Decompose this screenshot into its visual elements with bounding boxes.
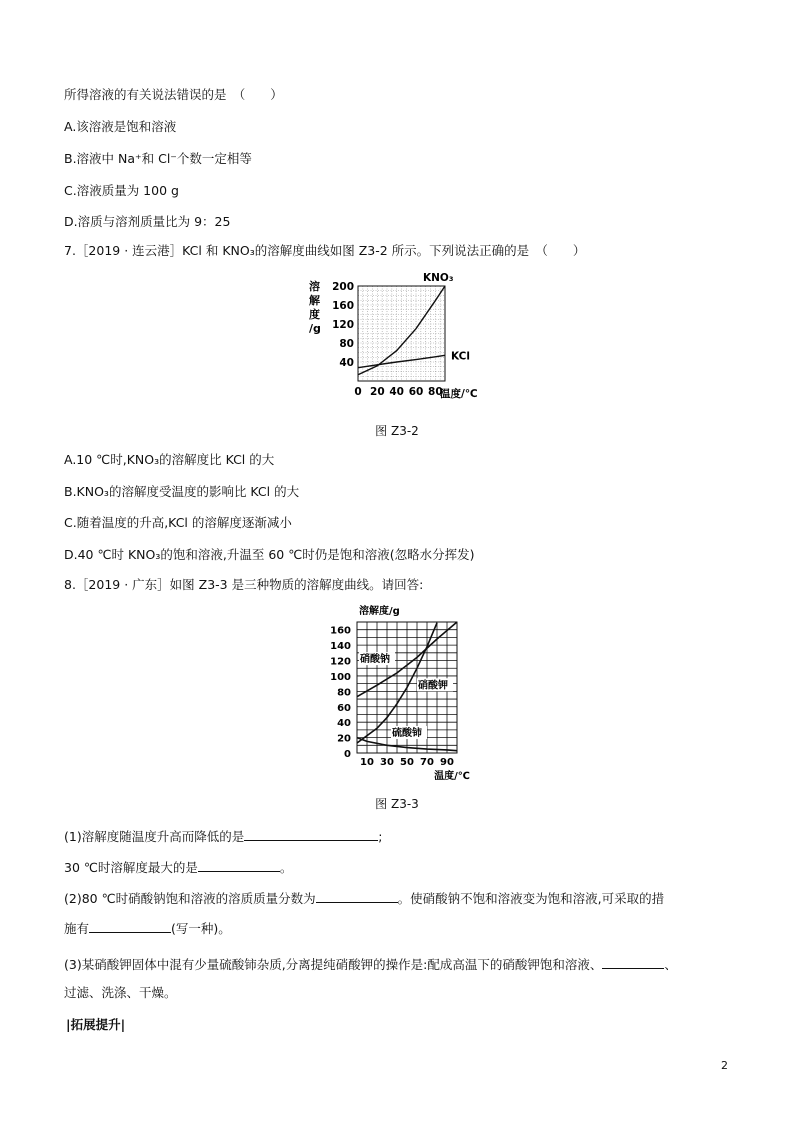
- answer-blank[interactable]: [89, 918, 171, 933]
- y-axis-label-unit: /g: [309, 322, 321, 335]
- x-tick-label: 90: [440, 757, 454, 768]
- y-tick-label: 40: [339, 357, 354, 369]
- series-label: 硝酸钠: [360, 654, 390, 666]
- y-tick-label: 160: [332, 300, 354, 312]
- series-label: 硝酸钾: [418, 680, 448, 692]
- q7-figure-caption: 图 Z3-2: [375, 424, 419, 438]
- y-axis-label: 溶解度/g: [359, 606, 400, 617]
- series-label: 硫酸铈: [392, 728, 422, 740]
- q7-option-c: C.随着温度的升高,KCl 的溶解度逐渐减小: [64, 515, 292, 530]
- answer-blank[interactable]: [316, 888, 398, 903]
- y-tick-label: 160: [330, 625, 351, 637]
- q7-option-d: D.40 ℃时 KNO₃的饱和溶液,升温至 60 ℃时仍是饱和溶液(忽略水分挥发): [64, 547, 475, 562]
- q8-part2a-text: (2)80 ℃时硝酸钠饱和溶液的溶质质量分数为: [64, 891, 316, 906]
- y-tick-label: 140: [330, 641, 351, 653]
- y-tick-label: 20: [337, 733, 351, 745]
- q6-stem: 所得溶液的有关说法错误的是 （ ）: [64, 87, 283, 102]
- q8-part2-line1: [64, 888, 664, 908]
- three-substance-solubility-chart: [330, 604, 470, 782]
- x-tick-label: 0: [354, 386, 362, 398]
- q8-part2a-tail: 。使硝酸钠不饱和溶液变为饱和溶液,可采取的措: [397, 891, 665, 906]
- x-tick-label: 60: [408, 386, 424, 398]
- q8-part1-line1: [64, 826, 382, 846]
- y-tick-label: 0: [344, 749, 351, 760]
- q8-part1-line2: [64, 857, 292, 877]
- y-tick-label: 120: [332, 319, 354, 331]
- y-tick-label: 80: [339, 338, 354, 350]
- answer-blank[interactable]: [602, 954, 664, 969]
- q8-part1b-text: 30 ℃时溶解度最大的是: [64, 860, 198, 875]
- y-axis-label-char: 溶: [309, 280, 320, 293]
- q8-stem: 8.［2019 · 广东］如图 Z3-3 是三种物质的溶解度曲线。请回答:: [64, 577, 424, 592]
- y-axis-label-char: 度: [309, 308, 320, 321]
- q8-part3-line2: 过滤、洗涤、干燥。: [64, 985, 177, 1000]
- q8-part1b-tail: 。: [279, 860, 293, 875]
- x-axis-label: 温度/℃: [434, 771, 470, 782]
- series-label: KCl: [451, 350, 470, 363]
- q6-option-d: D.溶质与溶剂质量比为 9：25: [64, 214, 231, 229]
- q7-stem: 7.［2019 · 连云港］KCl 和 KNO₃的溶解度曲线如图 Z3-2 所示。下列说法正确的是 （ ）: [64, 243, 586, 258]
- q8-part2b-tail: (写一种)。: [171, 921, 231, 936]
- q6-option-c: C.溶液质量为 100 g: [64, 183, 179, 198]
- q7-option-b: B.KNO₃的溶解度受温度的影响比 KCl 的大: [64, 484, 300, 499]
- x-tick-label: 20: [370, 386, 385, 398]
- q8-part2b-text: 施有: [64, 921, 90, 936]
- answer-blank[interactable]: [244, 826, 378, 841]
- q7-option-a: A.10 ℃时,KNO₃的溶解度比 KCl 的大: [64, 452, 275, 467]
- y-tick-label: 120: [330, 656, 351, 668]
- section-heading: |拓展提升|: [66, 1017, 126, 1032]
- x-axis-label: 温度/℃: [440, 388, 478, 400]
- q8-part3-line1: [64, 954, 677, 974]
- y-tick-label: 40: [337, 718, 351, 730]
- q6-option-a: A.该溶液是饱和溶液: [64, 119, 177, 134]
- y-tick-label: 200: [332, 281, 354, 293]
- q8-part1a-text: (1)溶解度随温度升高而降低的是: [64, 829, 245, 844]
- q8-part3a-tail: 、: [664, 957, 677, 972]
- x-tick-label: 70: [420, 757, 434, 768]
- series-label: KNO₃: [423, 272, 454, 284]
- x-tick-label: 30: [380, 757, 394, 768]
- page-number: 2: [721, 1059, 728, 1072]
- y-tick-label: 80: [337, 687, 351, 699]
- y-axis-label-char: 解: [309, 294, 320, 307]
- kno3-kcl-solubility-chart: [300, 270, 500, 415]
- q8-figure-caption: 图 Z3-3: [375, 797, 419, 811]
- x-tick-label: 10: [360, 757, 374, 768]
- q6-option-b: B.溶液中 Na⁺和 Cl⁻个数一定相等: [64, 151, 252, 166]
- x-tick-label: 40: [389, 386, 404, 398]
- y-tick-label: 100: [330, 671, 351, 683]
- x-tick-label: 80: [428, 386, 443, 398]
- q8-part2-line2: [64, 918, 231, 938]
- y-tick-label: 60: [337, 702, 351, 714]
- q8-part3a-text: (3)某硝酸钾固体中混有少量硫酸铈杂质,分离提纯硝酸钾的操作是:配成高温下的硝酸钾饱和溶液、: [64, 957, 603, 972]
- answer-blank[interactable]: [198, 857, 280, 872]
- q8-part1a-tail: ;: [378, 829, 383, 844]
- x-tick-label: 50: [400, 757, 414, 768]
